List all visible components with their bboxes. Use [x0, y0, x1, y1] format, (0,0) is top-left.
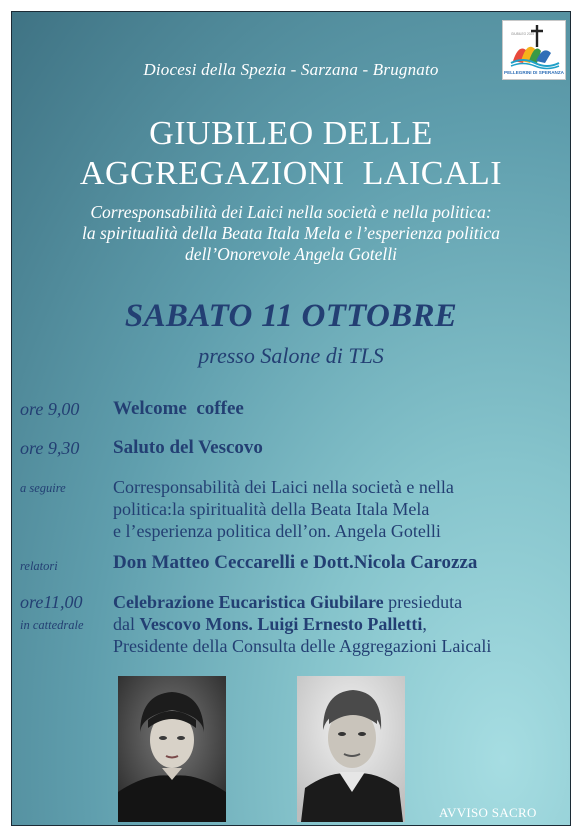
- mass-line-1: [113, 591, 491, 613]
- title-line-2: AGGREGAZIONI LAICALI: [79, 155, 503, 192]
- talk-line-1: Corresponsabilità dei Laici nella società e nella: [113, 477, 454, 497]
- portrait-photo-right: [297, 676, 405, 822]
- time-mass: ore11,00: [20, 592, 83, 612]
- item-speakers: Don Matteo Ceccarelli e Dott.Nicola Carozza: [113, 552, 478, 573]
- subtitle: [12, 202, 570, 265]
- portrait-photo-left: [118, 676, 226, 822]
- talk-line-3: e l’esperienza politica dell’on. Angela Gotelli: [113, 521, 441, 541]
- mass-line-3: Presidente della Consulta delle Aggregazioni Laicali: [113, 636, 492, 656]
- subtitle-line-2: la spiritualità della Beata Itala Mela e l’esperienza politica: [82, 223, 500, 243]
- page-title: [12, 114, 570, 194]
- label-cattedrale: in cattedrale: [20, 618, 84, 632]
- item-welcome: Welcome coffee: [113, 398, 244, 419]
- subtitle-line-1: Corresponsabilità dei Laici nella società e nella politica:: [90, 202, 492, 222]
- time-saluto: ore 9,30: [20, 438, 80, 458]
- item-mass: [113, 591, 491, 657]
- logo-text: PELLEGRINI DI SPERANZA: [504, 70, 564, 75]
- label-relatori: relatori: [20, 559, 58, 573]
- mass-comma: ,: [422, 614, 427, 634]
- poster: [11, 11, 571, 826]
- item-talk: [113, 476, 454, 542]
- logo-arc-text: GIUBILEO 2025: [511, 32, 535, 36]
- mass-line-2: [113, 613, 491, 635]
- talk-line-2: politica:la spiritualità della Beata Itala Mela: [113, 499, 430, 519]
- mass-bishop: Vescovo Mons. Luigi Ernesto Palletti: [139, 614, 423, 634]
- mass-title: Celebrazione Eucaristica Giubilare: [113, 592, 384, 612]
- mass-dal: dal: [113, 614, 140, 634]
- label-a-seguire: a seguire: [20, 481, 66, 495]
- avviso-sacro: AVVISO SACRO: [439, 805, 537, 820]
- title-line-1: GIUBILEO DELLE: [149, 115, 433, 152]
- mass-presieduta: presieduta: [383, 592, 463, 612]
- item-saluto: Saluto del Vescovo: [113, 437, 263, 458]
- event-date: SABATO 11 OTTOBRE: [124, 298, 458, 334]
- diocese-name: Diocesi della Spezia - Sarzana - Brugnato: [143, 60, 439, 79]
- subtitle-line-3: dell’Onorevole Angela Gotelli: [185, 244, 397, 264]
- event-venue: presso Salone di TLS: [198, 343, 384, 368]
- time-welcome: ore 9,00: [20, 399, 80, 419]
